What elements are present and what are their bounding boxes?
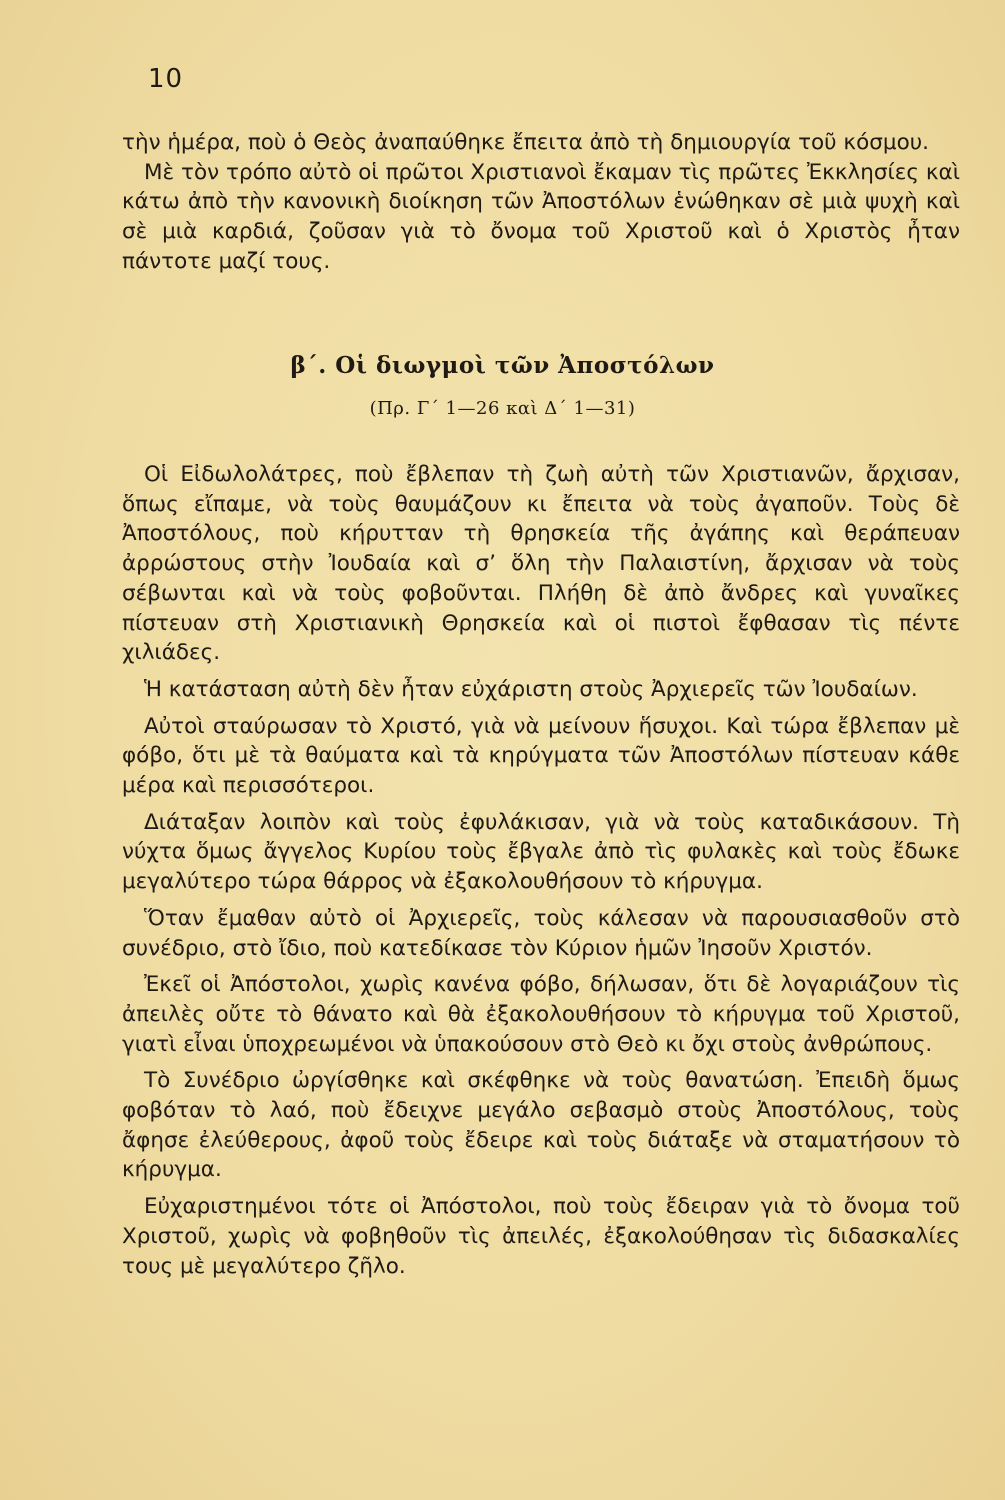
body-paragraph-5: Ὅταν ἔμαθαν αὐτὸ οἱ Ἀρχιερεῖς, τοὺς κάλεσαν νὰ παρουσιασθοῦν στὸ συνέδριο, στὸ ἴδιο, ποὺ κατεδίκασε τὸν Κύριον ἡμῶν Ἰησοῦν Χριστόν.: [122, 905, 960, 961]
body-paragraph-2: Ἡ κατάσταση αὐτὴ δὲν ἦταν εὐχάριστη στοὺς Ἀρχιερεῖς τῶν Ἰουδαίων.: [144, 676, 918, 702]
section-title: β΄. Οἱ διωγμοὶ τῶν Ἀποστόλων: [290, 352, 715, 379]
section-reference: (Πρ. Γ΄ 1—26 καὶ Δ΄ 1—31): [369, 398, 636, 419]
body-paragraph-7: Τὸ Συνέδριο ὠργίσθηκε καὶ σκέφθηκε νὰ τοὺς θανατώση. Ἐπειδὴ ὅμως φοβόταν τὸ λαό, ποὺ ἔδειχνε μεγάλο σεβασμὸ στοὺς Ἀποστόλους, τοὺς ἄφησε ἐλεύθερους, ἀφοῦ τοὺς ἔδειρε καὶ τοὺς διάταξε νὰ σταματήσουν τὸ κήρυγμα.: [122, 1068, 960, 1183]
intro-text: [122, 128, 960, 277]
body-paragraph-3: Αὐτοὶ σταύρωσαν τὸ Χριστό, γιὰ νὰ μείνουν ἥσυχοι. Καὶ τώρα ἔβλεπαν μὲ φόβο, ὅτι μὲ τὰ θαύματα καὶ τὰ κηρύγματα τῶν Ἀποστόλων πίστευαν κάθε μέρα καὶ περισσότεροι.: [122, 713, 960, 799]
body-paragraph-4: Διάταξαν λοιπὸν καὶ τοὺς ἐφυλάκισαν, γιὰ νὰ τοὺς καταδικάσουν. Τὴ νύχτα ὅμως ἄγγελος Κυρίου τοὺς ἔβγαλε ἀπὸ τὶς φυλακὲς καὶ τοὺς ἔδωκε μεγαλύτερο τώρα θάρρος νὰ ἐξακολουθήσουν τὸ κήρυγμα.: [122, 809, 960, 895]
body-text: [122, 460, 960, 1281]
intro-paragraph-2: Μὲ τὸν τρόπο αὐτὸ οἱ πρῶτοι Χριστιανοὶ ἔκαμαν τὶς πρῶτες Ἐκκλησίες καὶ κάτω ἀπὸ τὴν κανονικὴ διοίκηση τῶν Ἀποστόλων ἑνώθηκαν σὲ μιὰ ψυχὴ καὶ σὲ μιὰ καρδιά, ζοῦσαν γιὰ τὸ ὄνομα τοῦ Χριστοῦ καὶ ὁ Χριστὸς ἦταν πάντοτε μαζί τους.: [122, 159, 960, 274]
body-paragraph-8: Εὐχαριστημένοι τότε οἱ Ἀπόστολοι, ποὺ τοὺς ἔδειραν γιὰ τὸ ὄνομα τοῦ Χριστοῦ, χωρὶς νὰ φοβηθοῦν τὶς ἀπειλές, ἐξακολούθησαν τὶς διδασκαλίες τους μὲ μεγαλύτερο ζῆλο.: [122, 1194, 960, 1279]
body-paragraph-1: Οἱ Εἰδωλολάτρες, ποὺ ἔβλεπαν τὴ ζωὴ αὐτὴ τῶν Χριστιανῶν, ἄρχισαν, ὅπως εἴπαμε, νὰ τοὺς θαυμάζουν κι ἔπειτα νὰ τοὺς ἀγαποῦν. Τοὺς δὲ Ἀποστόλους, ποὺ κήρυτταν τὴ θρησκεία τῆς ἀγάπης καὶ θεράπευαν ἀρρώστους στὴν Ἰουδαία καὶ σ’ ὅλη τὴν Παλαιστίνη, ἄρχισαν νὰ τοὺς σέβωνται καὶ νὰ τοὺς φοβοῦνται. Πλήθη δὲ ἀπὸ ἄνδρες καὶ γυναῖκες πίστευαν στὴ Χριστιανικὴ Θρησκεία καὶ οἱ πιστοὶ ἔφθασαν τὶς πέντε χιλιάδες.: [122, 462, 960, 666]
body-paragraph-6: Ἐκεῖ οἱ Ἀπόστολοι, χωρὶς κανένα φόβο, δήλωσαν, ὅτι δὲ λογαριάζουν τὶς ἀπειλὲς οὔτε τὸ θάνατο καὶ θὰ ἐξακολουθήσουν τὸ κήρυγμα τοῦ Χριστοῦ, γιατὶ εἶναι ὑποχρεωμένοι νὰ ὑπακούσουν στὸ Θεὸ κι ὄχι στοὺς ἀνθρώπους.: [122, 972, 960, 1057]
intro-paragraph-1: τὴν ἡμέρα, ποὺ ὁ Θεὸς ἀναπαύθηκε ἔπειτα ἀπὸ τὴ δημιουργία τοῦ κόσμου.: [122, 130, 929, 155]
page-number: 10: [148, 64, 184, 94]
